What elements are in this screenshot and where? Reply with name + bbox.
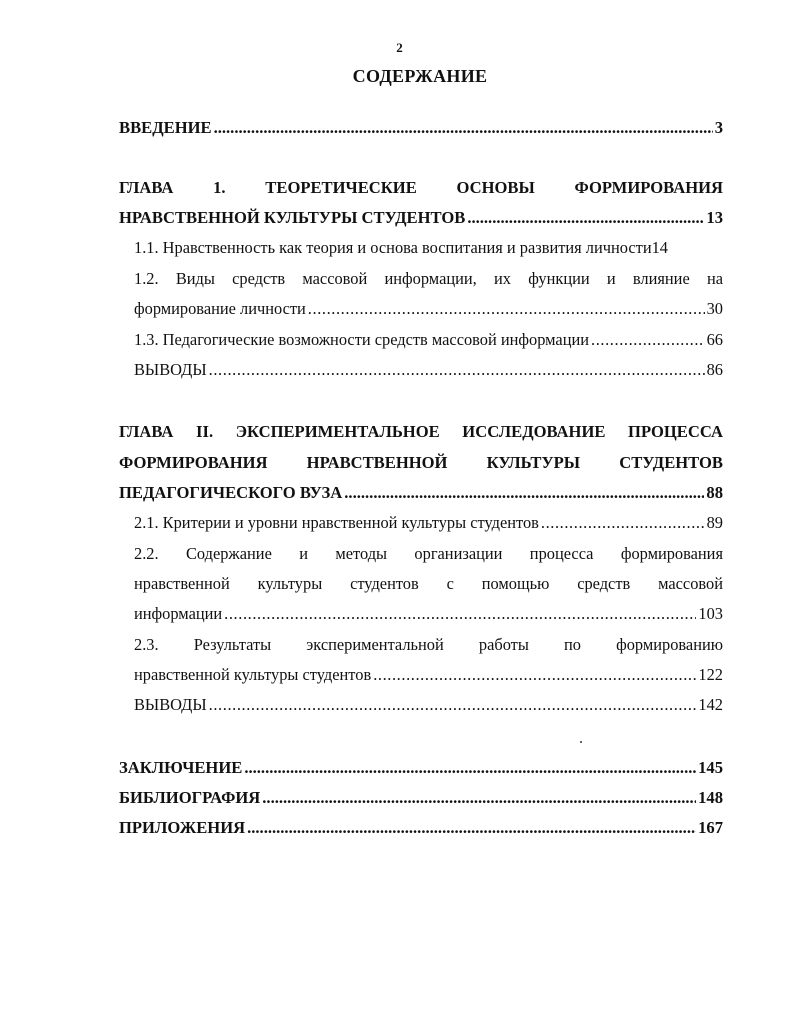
- dot-leader: [262, 783, 696, 813]
- toc-entry-label: ВВЕДЕНИЕ: [119, 118, 212, 137]
- toc-entry-chapter-2-conclusions: [134, 690, 723, 720]
- toc-entry-page: 148: [698, 788, 723, 807]
- toc-entry-section-1-2: [134, 294, 723, 324]
- dot-leader: [591, 325, 705, 355]
- toc-entry-label: ВЫВОДЫ: [134, 695, 207, 714]
- dot-leader: [541, 508, 705, 538]
- toc-entry-label: формирование личности: [134, 299, 306, 318]
- toc-entry-section-2-3: [134, 660, 723, 690]
- toc-entry-label: ВЫВОДЫ: [134, 360, 207, 379]
- dot-leader: [244, 753, 696, 783]
- toc-entry-label: ПЕДАГОГИЧЕСКОГО ВУЗА: [119, 483, 343, 502]
- toc-entry-chapter-1: [119, 203, 723, 233]
- toc-entry-page: 122: [698, 665, 723, 684]
- section-2-2-line-2: нравственной культуры студентов с помощью средств массовой: [134, 574, 723, 593]
- toc-entry-bibliography: [119, 783, 723, 813]
- toc-entry-label: 1.3. Педагогические возможности средств массовой информации: [134, 330, 590, 349]
- dot-leader: [308, 294, 705, 324]
- toc-entry-label: ПРИЛОЖЕНИЯ: [119, 818, 246, 837]
- dot-leader: [344, 478, 704, 508]
- toc-entry-page: 88: [706, 483, 723, 502]
- dot-leader: [373, 660, 696, 690]
- toc-entry-page: 66: [706, 330, 723, 349]
- dot-leader: [209, 690, 697, 720]
- toc-entry-section-2-2: [134, 599, 723, 629]
- toc-entry-label: 1.1. Нравственность как теория и основа воспитания и развития личности: [134, 238, 652, 257]
- toc-entry-page: 86: [706, 360, 723, 379]
- toc-entry-introduction: [119, 113, 723, 143]
- toc-entry-page: 145: [698, 758, 723, 777]
- dot-leader: [467, 203, 704, 233]
- dot-leader: [247, 813, 696, 843]
- toc-entry-chapter-2: [119, 478, 723, 508]
- toc-entry-page: 14: [651, 238, 668, 257]
- section-1-2-line-1: 1.2. Виды средств массовой информации, их функции и влияние на: [134, 269, 723, 288]
- toc-entry-label: ЗАКЛЮЧЕНИЕ: [119, 758, 243, 777]
- toc-entry-page: 89: [706, 513, 723, 532]
- toc-entry-page: 13: [706, 208, 723, 227]
- toc-entry-page: 142: [698, 695, 723, 714]
- chapter-2-heading-line-2: ФОРМИРОВАНИЯ НРАВСТВЕННОЙ КУЛЬТУРЫ СТУДЕНТОВ: [119, 453, 723, 472]
- page-title: СОДЕРЖАНИЕ: [352, 66, 488, 86]
- scan-speck: [580, 741, 582, 743]
- toc-entry-page: 167: [698, 818, 723, 837]
- toc-entry-page: 3: [714, 118, 723, 137]
- page-number: 2: [396, 40, 403, 55]
- dot-leader: [214, 113, 713, 143]
- toc-entry-page: 30: [706, 299, 723, 318]
- toc-entry-appendices: [119, 813, 723, 843]
- dot-leader: [224, 599, 696, 629]
- toc-entry-label: информации: [134, 604, 223, 623]
- section-2-3-line-1: 2.3. Результаты экспериментальной работы по формированию: [134, 635, 723, 654]
- section-2-2-line-1: 2.2. Содержание и методы организации процесса формирования: [134, 544, 723, 563]
- toc-entry-label: НРАВСТВЕННОЙ КУЛЬТУРЫ СТУДЕНТОВ: [119, 208, 466, 227]
- toc-entry-label: 2.1. Критерии и уровни нравственной культуры студентов: [134, 513, 539, 532]
- toc-entry-conclusion: [119, 753, 723, 783]
- toc-entry-chapter-1-conclusions: [134, 355, 723, 385]
- toc-entry-section-1-3: [134, 325, 723, 355]
- toc-entry-label: БИБЛИОГРАФИЯ: [119, 788, 261, 807]
- toc-entry-section-1-1: [134, 233, 723, 263]
- toc-entry-page: 103: [698, 604, 723, 623]
- chapter-1-heading-line-1: ГЛАВА 1. ТЕОРЕТИЧЕСКИЕ ОСНОВЫ ФОРМИРОВАНИЯ: [119, 178, 723, 197]
- chapter-2-heading-line-1: ГЛАВА II. ЭКСПЕРИМЕНТАЛЬНОЕ ИССЛЕДОВАНИЕ ПРОЦЕССА: [119, 422, 723, 441]
- dot-leader: [209, 355, 705, 385]
- toc-entry-section-2-1: [134, 508, 723, 538]
- toc-entry-label: нравственной культуры студентов: [134, 665, 372, 684]
